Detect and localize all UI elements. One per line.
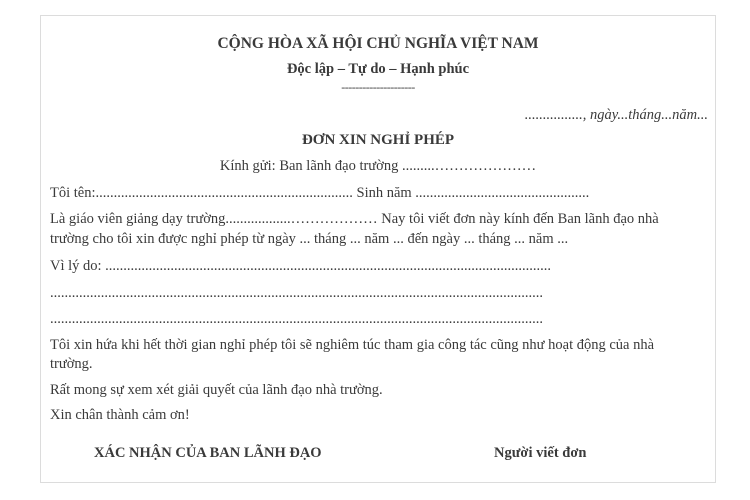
header-divider: --------------------- [341, 80, 415, 94]
motto: Độc lập – Tự do – Hạnh phúc [286, 61, 470, 77]
nation-header: CỘNG HÒA XÃ HỘI CHỦ NGHĨA VIỆT NAM [217, 35, 539, 52]
blank-line-2: ........................................................................................................................................ [50, 311, 543, 327]
request-line: Rất mong sự xem xét giải quyết của lãnh đạo nhà trường. [50, 382, 383, 398]
teacher-line-2: trường cho tôi xin được nghỉ phép từ ngày ... tháng ... năm ... đến ngày ... tháng ... năm ... [50, 231, 569, 247]
thanks-line: Xin chân thành cảm ơn! [50, 407, 190, 423]
reason-line: Vì lý do: ........................................................................................................................... [50, 258, 552, 274]
confirm-label: XÁC NHẬN CỦA BAN LÃNH ĐẠO [94, 445, 322, 461]
promise-line-1: Tôi xin hứa khi hết thời gian nghỉ phép tôi sẽ nghiêm túc tham gia công tác cũng như hoạt động của nhà [50, 337, 655, 353]
recipient-line: Kính gửi: Ban lãnh đạo trường .........………………… [219, 158, 537, 174]
document-title: ĐƠN XIN NGHỈ PHÉP [301, 132, 455, 148]
writer-label: Người viết đơn [494, 445, 587, 461]
teacher-line-1: Là giáo viên giảng dạy trường..................……………… Nay tôi viết đơn này kính đến Ban lãnh đạo nhà [50, 211, 659, 227]
date-line: ................, ngày...tháng...năm... [524, 107, 708, 123]
name-line: Tôi tên:....................................................................... Sinh năm ................................................ [50, 185, 590, 201]
blank-line-1: ........................................................................................................................................ [50, 285, 543, 301]
promise-line-2: trường. [50, 356, 93, 372]
